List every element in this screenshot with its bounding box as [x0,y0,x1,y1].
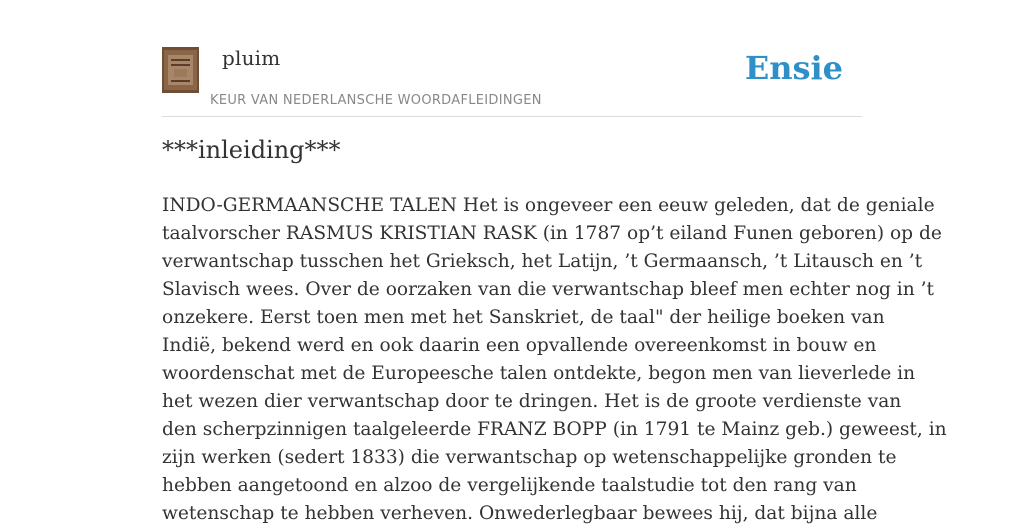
body-line: wetenschap te hebben verheven. Onwederlegbaar bewees hij, dat bijna alle [162,503,878,524]
body-line: Slavisch wees. Over de oorzaken van die verwantschap bleef men echter nog in ’t [162,279,934,300]
username[interactable]: pluim [222,46,281,70]
body-line: INDO-GERMAANSCHE TALEN Het is ongeveer een eeuw geleden, dat de geniale [162,195,935,216]
dictionary-source[interactable]: KEUR VAN NEDERLANSCHE WOORDAFLEIDINGEN [210,93,542,108]
body-line: taalvorscher RASMUS KRISTIAN RASK (in 1787 op’t eiland Funen geboren) op de [162,223,942,244]
entry-title: ***inleiding*** [162,136,341,164]
body-line: onzekere. Eerst toen men met het Sanskriet, de taal" der heilige boeken van [162,307,885,328]
entry-header [162,46,862,117]
avatar[interactable] [162,47,199,93]
body-line: woordenschat met de Europeesche talen ontdekte, begon men van lieverlede in [162,363,916,384]
body-line: hebben aangetoond en alzoo de vergelijkende taalstudie tot den rang van [162,475,857,496]
body-line: het wezen dier verwantschap door te dringen. Het is de groote verdienste van [162,391,902,412]
entry-body [162,192,947,528]
body-line: zijn werken (sedert 1833) die verwantschap op wetenschappelijke gronden te [162,447,897,468]
brand-logo[interactable]: Ensie [744,49,843,87]
body-line: den scherpzinnigen taalgeleerde FRANZ BOPP (in 1791 te Mainz geb.) geweest, in [162,419,947,440]
body-line: verwantschap tusschen het Grieksch, het Latijn, ’t Germaansch, ’t Litausch en ’t [162,251,923,272]
book-cover-icon [162,47,199,93]
body-line: Indië, bekend werd en ook daarin een opvallende overeenkomst in bouw en [162,335,877,356]
